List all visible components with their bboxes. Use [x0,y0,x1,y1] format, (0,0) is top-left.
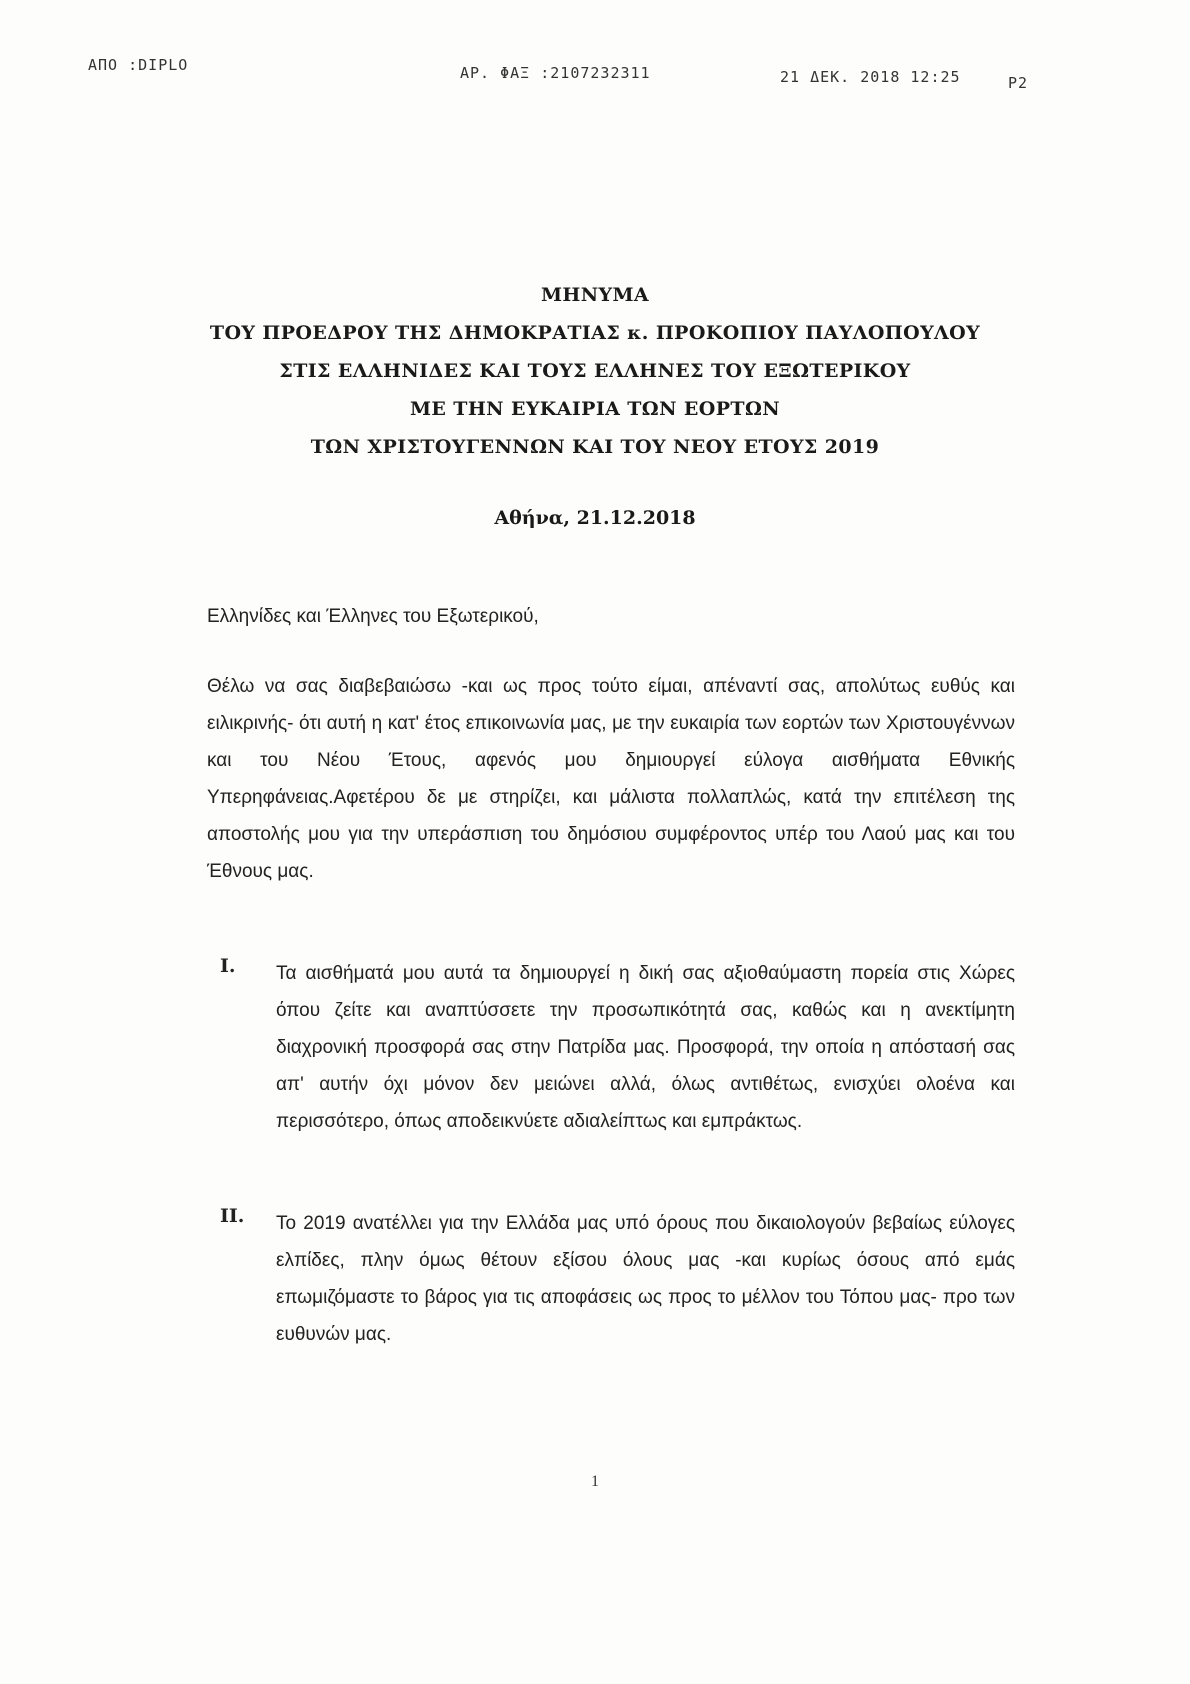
paragraph-text: Το 2019 ανατέλλει για την Ελλάδα μας υπό όρους που δικαιολογούν βεβαίως εύλογες ελπίδες, πλην όμως θέτουν εξίσου όλους μας -και κυρίως όσους από εμάς επωμιζόμαστε το βάρος για τις αποφάσεις ως προς το μέλλον του Τόπου μας- προ των ευθυνών μας. [276,1213,1015,1345]
fax-page-indicator: P2 [1008,74,1029,92]
title-line: ΣΤΙΣ ΕΛΛΗΝΙΔΕΣ ΚΑΙ ΤΟΥΣ ΕΛΛΗΝΕΣ ΤΟΥ ΕΞΩΤΕΡΙΚΟΥ [279,360,911,382]
fax-header [0,56,1190,92]
title-line: ΜΗΝΥΜΑ [540,284,650,306]
title-line: ΤΟΥ ΠΡΟΕΔΡΟΥ ΤΗΣ ΔΗΜΟΚΡΑΤΙΑΣ κ. ΠΡΟΚΟΠΙΟΥ ΠΑΥΛΟΠΟΥΛΟΥ [209,322,981,344]
fax-date-time: 21 ΔΕΚ. 2018 12:25 [780,68,961,86]
paragraph-number: II. [220,1205,245,1227]
paragraph-text: Τα αισθήματά μου αυτά τα δημιουργεί η δική σας αξιοθαύμαστη πορεία στις Χώρες όπου ζείτε και αναπτύσσετε την προσωπικότητά σας, καθώς και η ανεκτίμητη διαχρονική προσφορά σας στην Πατρίδα μας. Προσφορά, την οποία η απόστασή σας απ' αυτήν όχι μόνον δεν μειώνει αλλά, όλως αντιθέτως, ενισχύει ολοένα και περισσότερο, όπως αποδεικνύετε αδιαλείπτως και εμπράκτως. [276,963,1015,1132]
numbered-paragraph [207,955,1015,1140]
place-date-line: Αθήνα, 21.12.2018 [494,507,696,529]
page-number: 1 [591,1473,599,1490]
title-line: ΜΕ ΤΗΝ ΕΥΚΑΙΡΙΑ ΤΩΝ ΕΟΡΤΩΝ [409,398,781,420]
title-line: ΤΩΝ ΧΡΙΣΤΟΥΓΕΝΝΩΝ ΚΑΙ ΤΟΥ ΝΕΟΥ ΕΤΟΥΣ 2019 [310,436,880,458]
salutation: Ελληνίδες και Έλληνες του Εξωτερικού, [207,606,539,627]
intro-paragraph: Θέλω να σας διαβεβαιώσω -και ως προς τούτο είμαι, απέναντί σας, απολύτως ευθύς και ειλικρινής- ότι αυτή η κατ' έτος επικοινωνία μας, με την ευκαιρία των εορτών των Χριστουγέννων και του Νέου Έτους, αφενός μου δημιουργεί εύλογα αισθήματα Εθνικής Υπερηφάνειας.Αφετέρου δε με στηρίζει, και μάλιστα πολλαπλώς, κατά την επιτέλεση της αποστολής μου για την υπεράσπιση του δημόσιου συμφέροντος υπέρ του Λαού μας και του Έθνους μας. [207,676,1015,882]
fax-number: ΑΡ. ΦΑΞ :2107232311 [460,64,651,82]
document-title [0,276,1190,466]
fax-sender: ΑΠΟ :DIPLO [88,56,189,74]
numbered-paragraph [207,1205,1015,1353]
paragraph-number: I. [220,955,236,977]
